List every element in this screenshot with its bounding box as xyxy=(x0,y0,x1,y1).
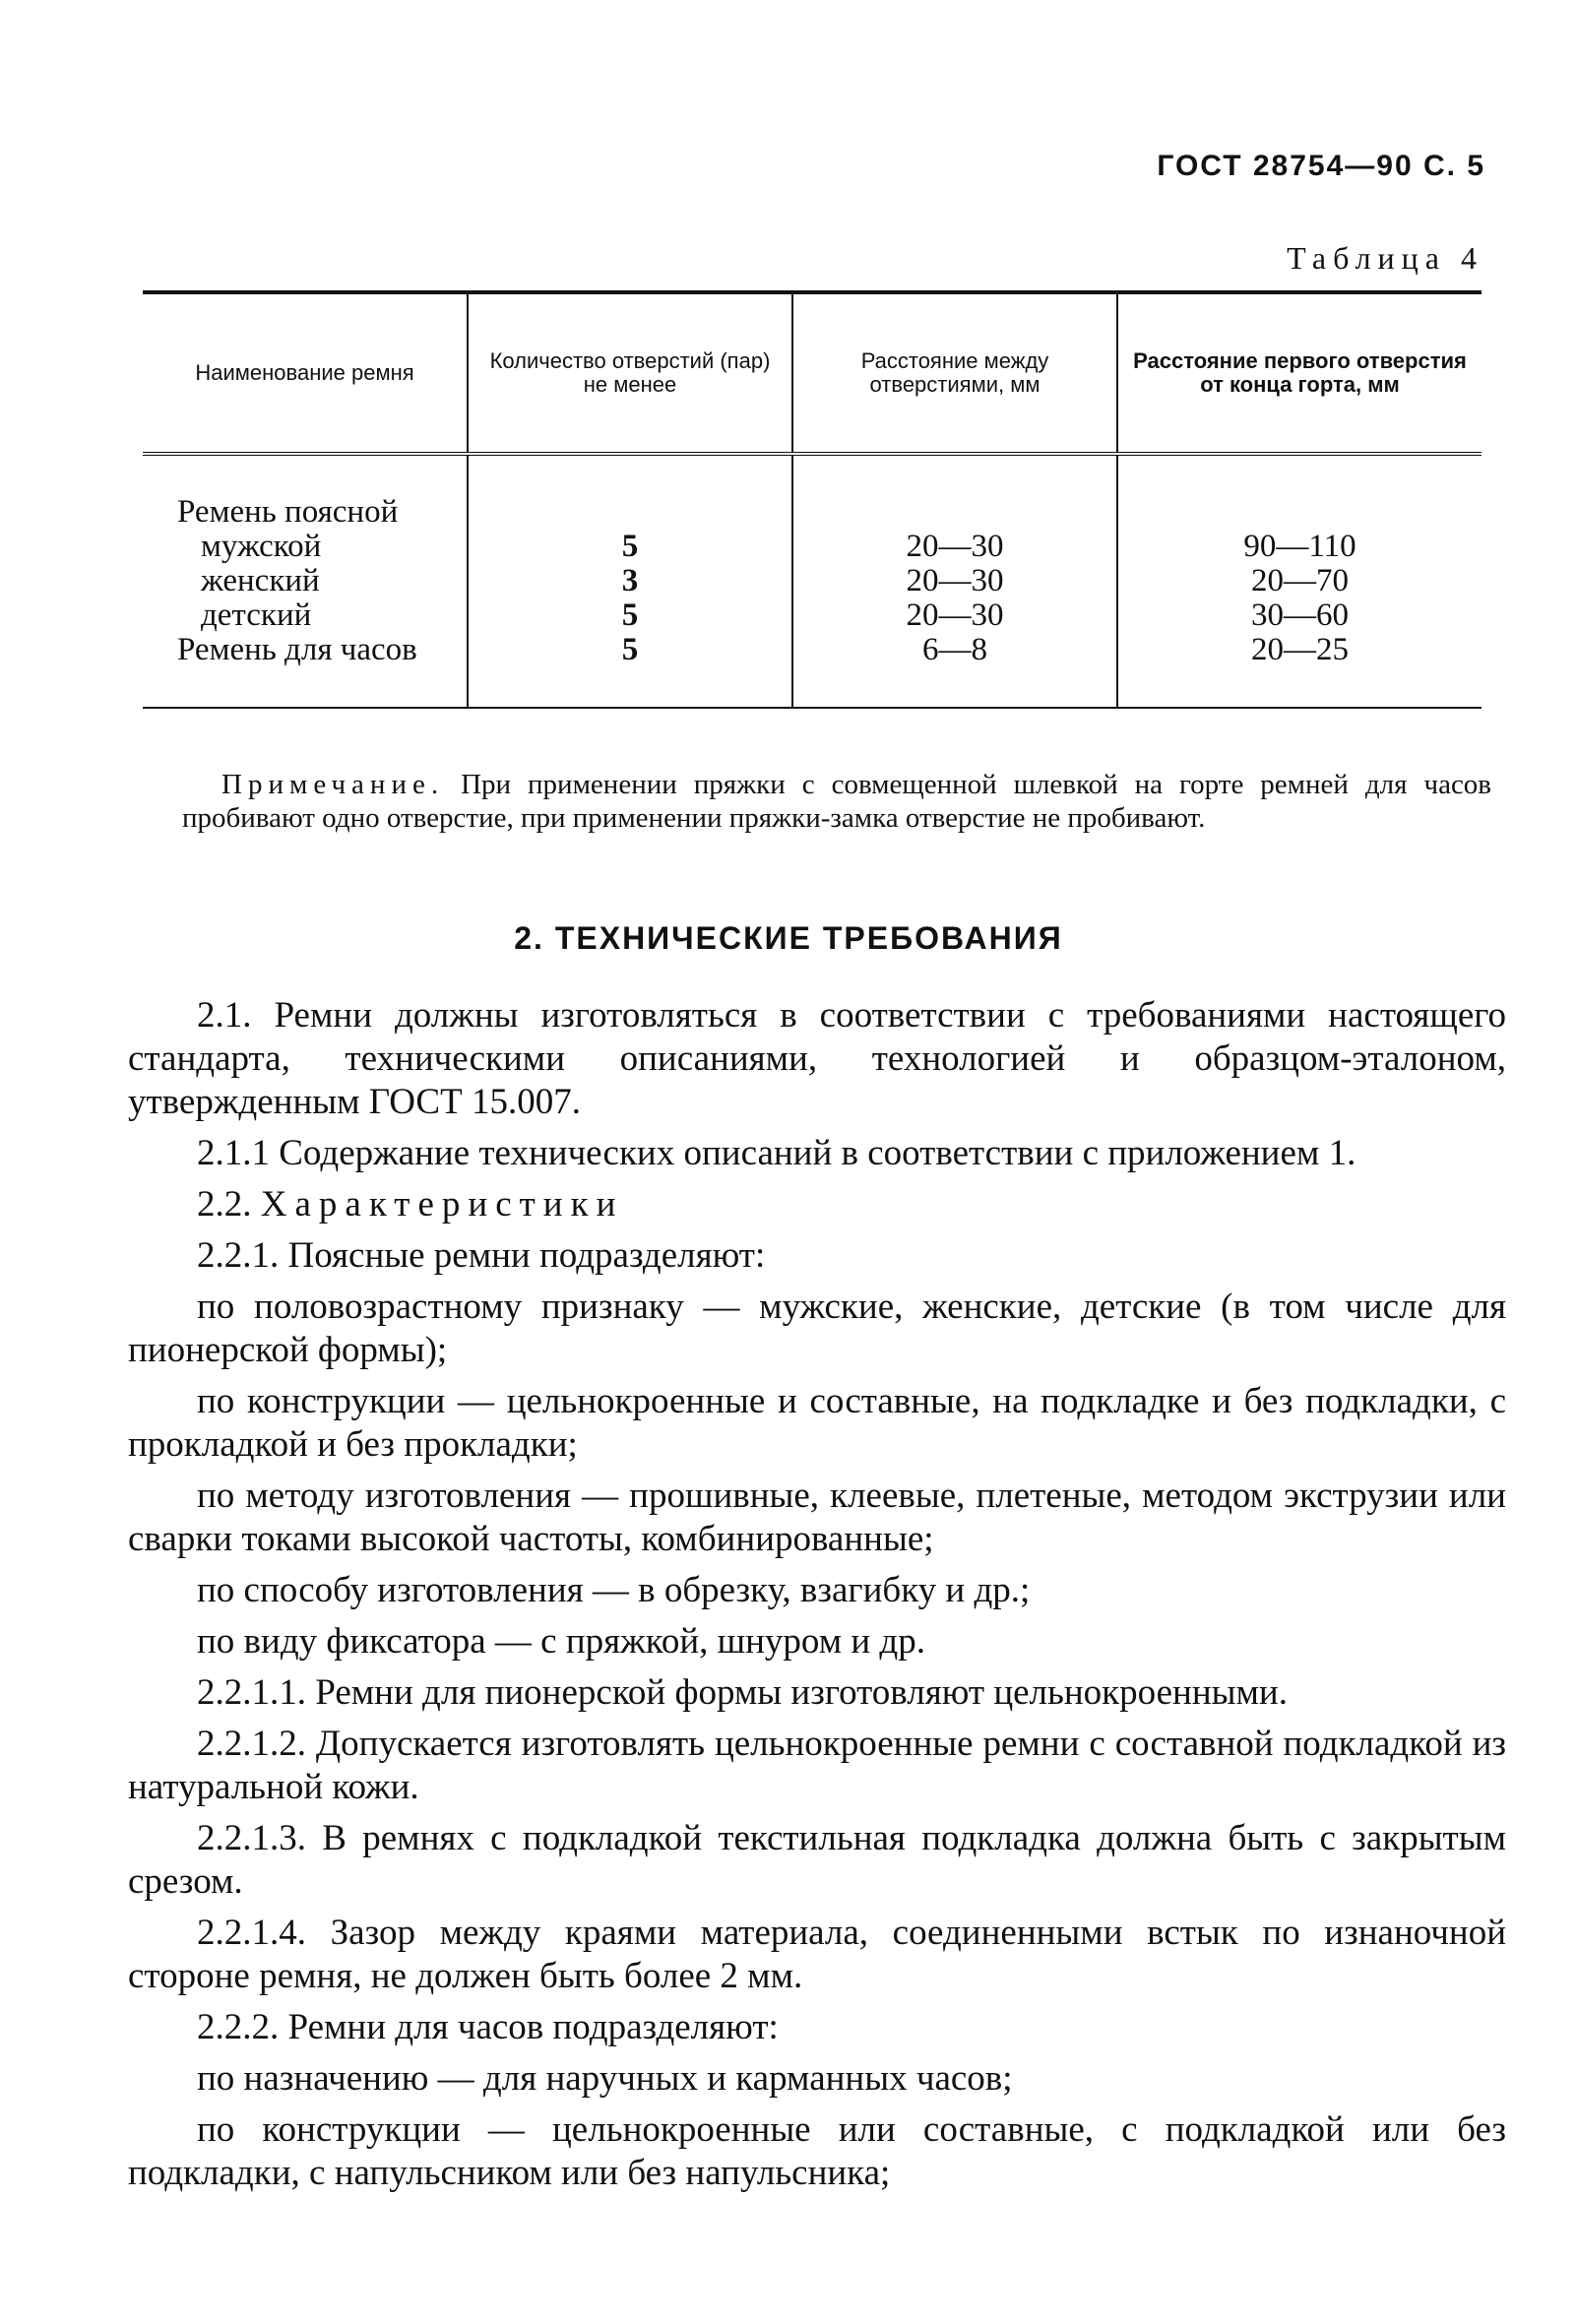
row-distance: 6—8 xyxy=(922,632,987,667)
row-distance: 20—30 xyxy=(906,597,1004,633)
subsection-heading xyxy=(128,1183,1506,1226)
row-holes: 5 xyxy=(621,597,639,633)
row-first-hole: 30—60 xyxy=(1251,597,1349,633)
column-header-first-hole: Расстояние первого отверстия от конца горта, мм xyxy=(1117,292,1482,454)
row-name: детский xyxy=(201,597,312,633)
paragraph-2-2-1: 2.2.1. Поясные ремни подразделяют: xyxy=(197,1235,766,1276)
group-label: Ремень поясной xyxy=(177,494,399,530)
paragraph-2-1: 2.1. Ремни должны изготовляться в соответствии с требованиями настоящего стандарта, техническими описаниями, технологией и образцом-эталоном, утвержденным ГОСТ 15.007. xyxy=(128,995,1506,1122)
paragraph-2-1-1: 2.1.1 Содержание технических описаний в соответствии с приложением 1. xyxy=(197,1133,1356,1173)
row-name: мужской xyxy=(201,529,322,564)
section-body xyxy=(128,994,1506,2203)
list-item: по назначению — для наручных и карманных часов; xyxy=(197,2058,1013,2099)
table-header-row xyxy=(143,292,1482,454)
document-reference: ГОСТ 28754—90 С. 5 xyxy=(1157,150,1485,182)
first-hole-cell xyxy=(1117,454,1482,708)
name-cell xyxy=(143,454,468,708)
note-label: Примечание. xyxy=(221,769,445,800)
column-header-distance: Расстояние между отверстиями, мм xyxy=(792,292,1117,454)
section-title: 2. ТЕХНИЧЕСКИЕ ТРЕБОВАНИЯ xyxy=(514,920,1063,956)
row-distance: 20—30 xyxy=(906,529,1004,564)
row-name: женский xyxy=(201,563,320,598)
paragraph-2-2-1-4: 2.2.1.4. Зазор между краями материала, соединенными встык по изнаночной стороне ремня, не должен быть более 2 мм. xyxy=(128,1913,1506,1996)
row-first-hole: 90—110 xyxy=(1243,529,1356,564)
holes-cell xyxy=(468,454,792,708)
row-first-hole: 20—25 xyxy=(1251,632,1349,667)
list-item: по конструкции — цельнокроенные и составные, на подкладке и без подкладки, с прокладкой и без прокладки; xyxy=(128,1381,1506,1465)
list-item: по методу изготовления — прошивные, клеевые, плетеные, методом экструзии или сварки токами высокой частоты, комбинированные; xyxy=(128,1476,1506,1559)
column-header-name: Наименование ремня xyxy=(143,292,468,454)
row-name: Ремень для часов xyxy=(177,632,417,667)
note-text: При применении пряжки с совмещенной шлевкой на горте ремней для часов пробивают одно отверстие, при применении пряжки-замка отверстие не пробивают. xyxy=(182,769,1492,834)
list-item: по способу изготовления — в обрезку, взагибку и др.; xyxy=(197,1570,1031,1610)
row-holes: 3 xyxy=(621,563,639,598)
row-holes: 5 xyxy=(621,632,639,667)
column-header-holes: Количество отверстий (пар) не менее xyxy=(468,292,792,454)
paragraph-2-2-1-2: 2.2.1.2. Допускается изготовлять цельнокроенные ремни с составной подкладкой из натуральной кожи. xyxy=(128,1724,1506,1807)
table-row xyxy=(143,454,1482,708)
row-distance: 20—30 xyxy=(906,563,1004,598)
distance-cell xyxy=(792,454,1117,708)
row-first-hole: 20—70 xyxy=(1251,563,1349,598)
table-note xyxy=(182,768,1491,835)
list-item: по половозрастному признаку — мужские, женские, детские (в том числе для пионерской формы); xyxy=(128,1287,1506,1370)
row-holes: 5 xyxy=(621,529,639,564)
paragraph-2-2-2: 2.2.2. Ремни для часов подразделяют: xyxy=(197,2007,779,2047)
list-item: по конструкции — цельнокроенные или составные, с подкладкой или без подкладки, с напульсником или без напульсника; xyxy=(128,2109,1506,2193)
table-caption: Таблица 4 xyxy=(1287,240,1483,276)
table-container xyxy=(143,290,1482,709)
subsection-number: 2.2. xyxy=(197,1184,252,1225)
paragraph-2-2-1-3: 2.2.1.3. В ремнях с подкладкой текстильная подкладка должна быть с закрытым срезом. xyxy=(128,1818,1506,1902)
belt-spec-table xyxy=(143,290,1482,709)
subsection-title: Характеристики xyxy=(260,1184,624,1225)
paragraph-2-2-1-1: 2.2.1.1. Ремни для пионерской формы изготовляют цельнокроенными. xyxy=(197,1672,1288,1713)
list-item: по виду фиксатора — с пряжкой, шнуром и др. xyxy=(197,1621,925,1662)
